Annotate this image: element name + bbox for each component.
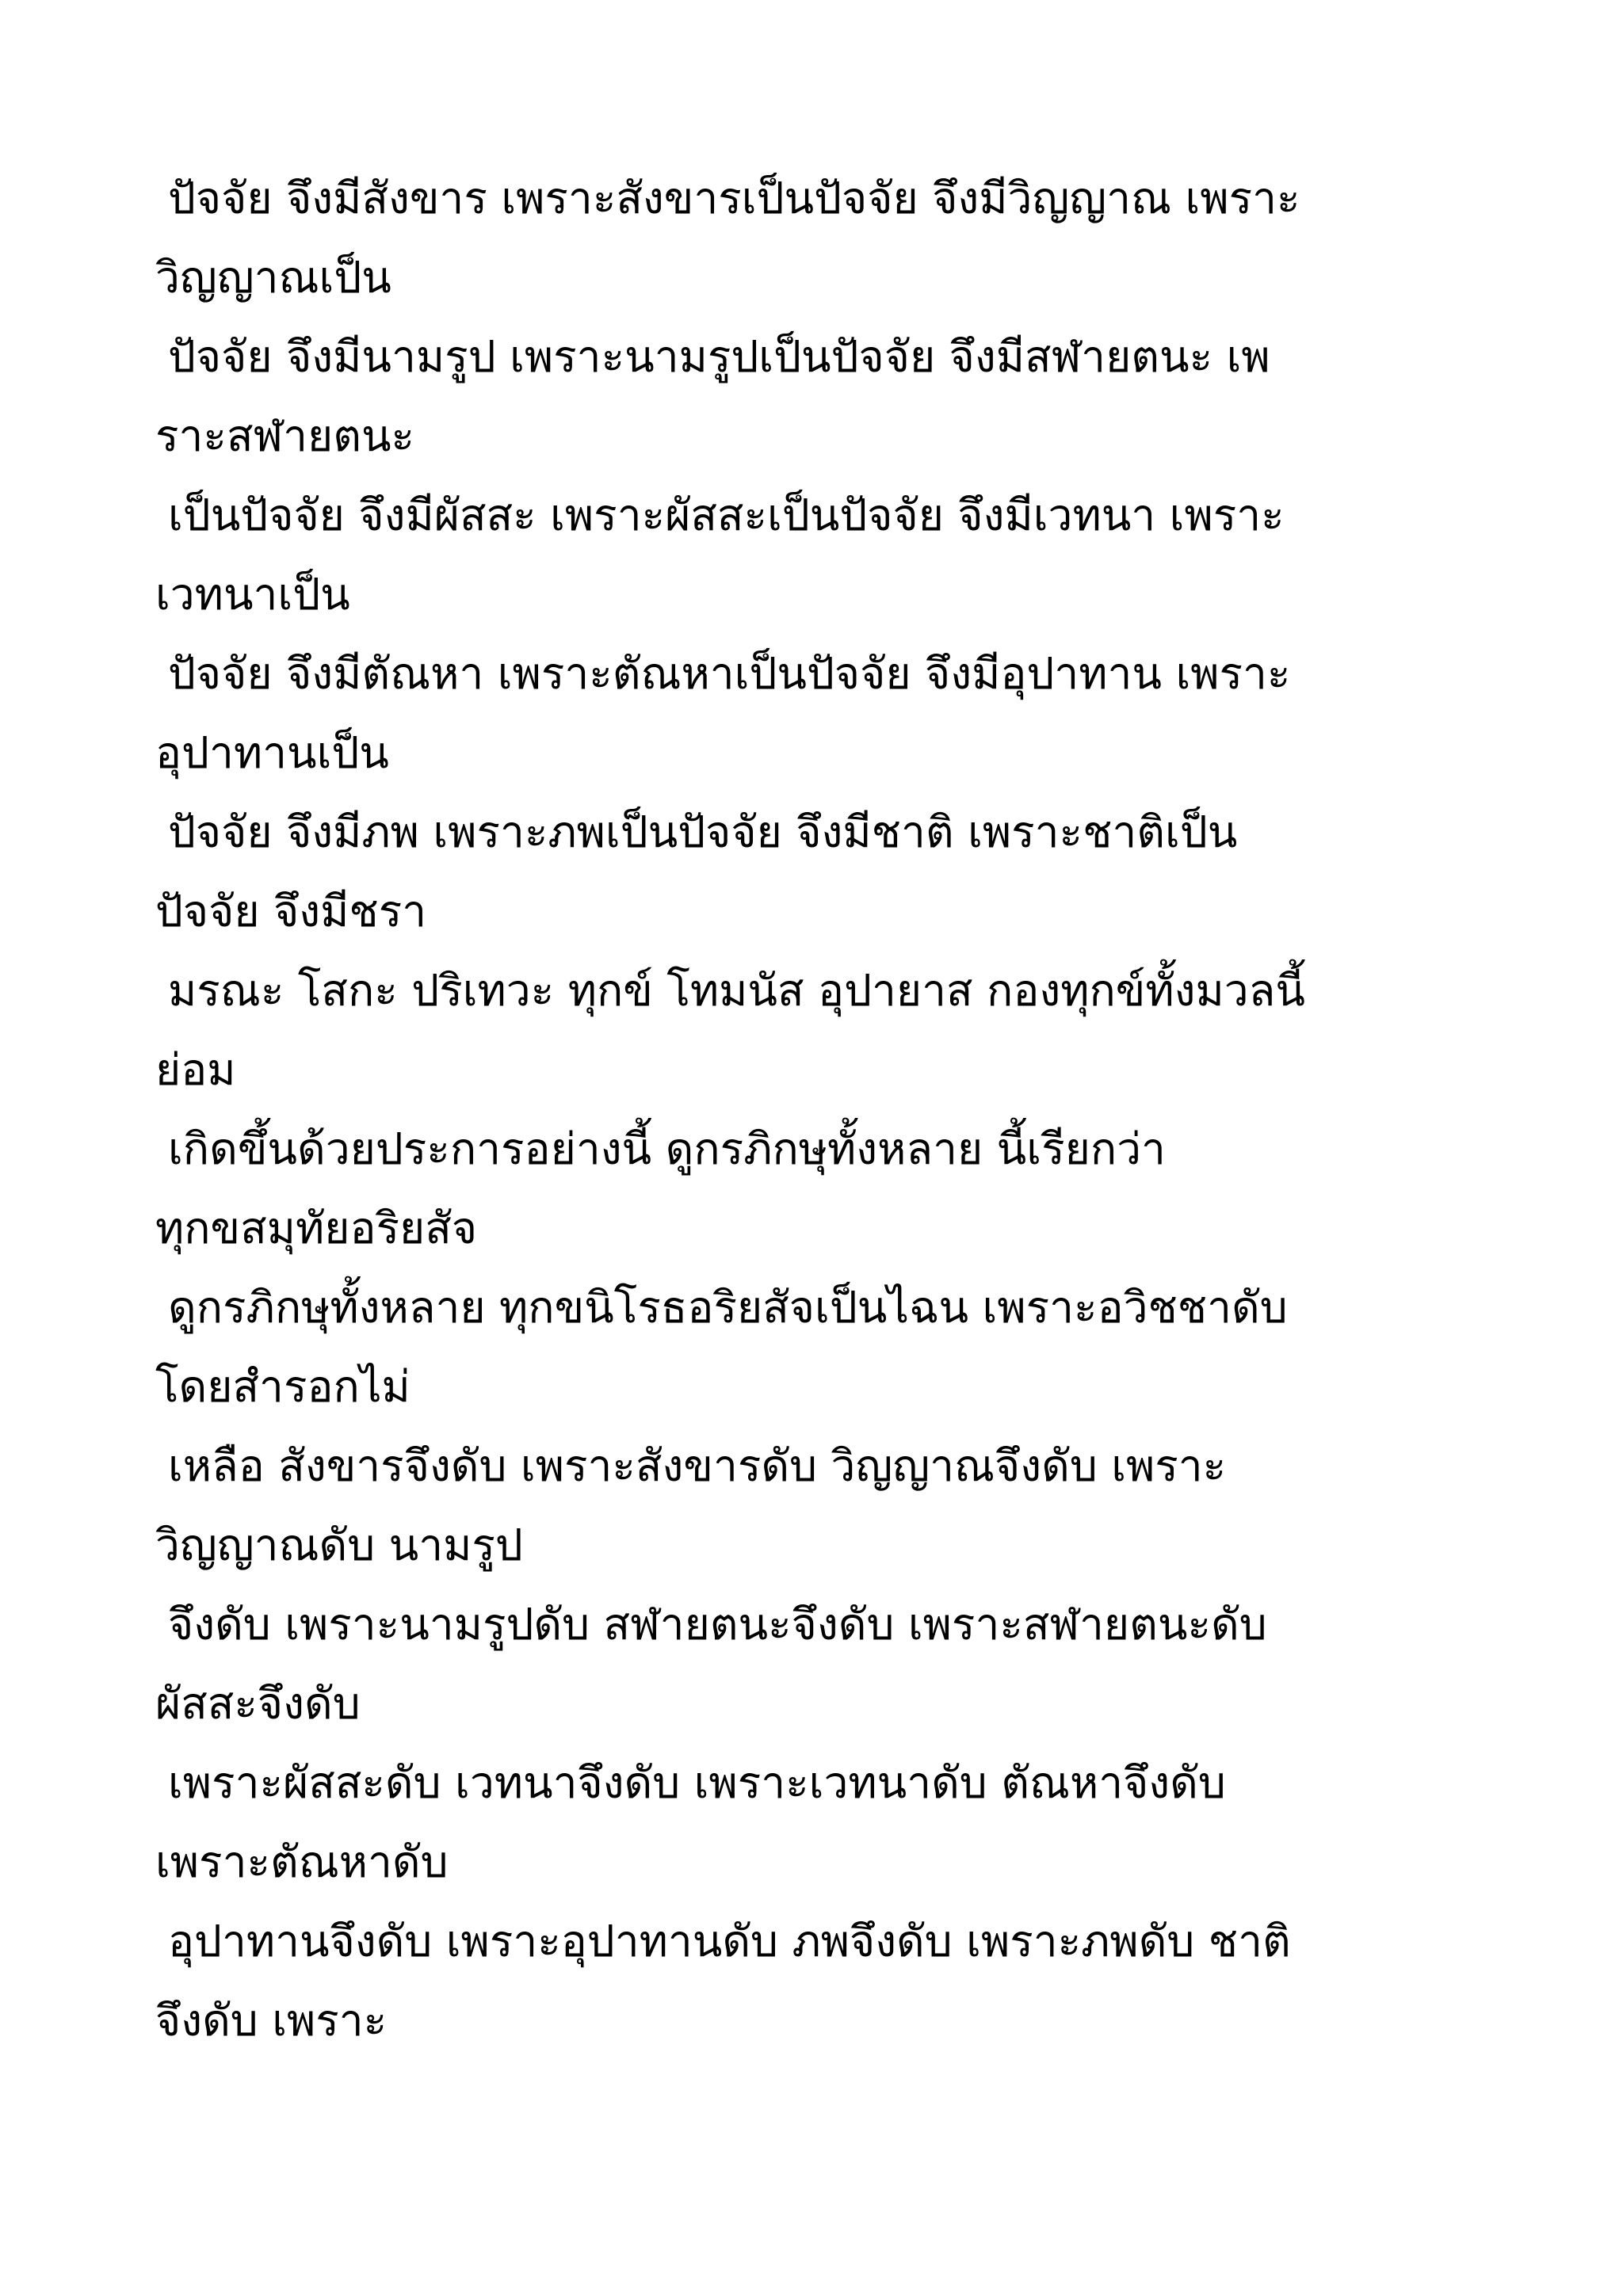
text-line: จึงดับ เพราะ	[155, 1995, 388, 2046]
text-line: อุปาทานจึงดับ เพราะอุปาทานดับ ภพจึงดับ เพราะภพดับ ชาติ	[168, 1916, 1291, 1966]
body-text	[155, 158, 1503, 2060]
text-line: ปัจจัย จึงมีชรา	[155, 886, 427, 936]
text-line: เหลือ สังขารจึงดับ เพราะสังขารดับ วิญญาณจึงดับ เพราะ	[168, 1440, 1227, 1491]
text-line: ปัจจัย จึงมีตัณหา เพราะตัณหาเป็นปัจจัย จึงมีอุปาทาน เพราะ	[168, 648, 1291, 699]
text-line: เวทนาเป็น	[155, 569, 350, 620]
text-line: วิญญาณเป็น	[155, 252, 391, 303]
text-line: เกิดขึ้นด้วยประการอย่างนี้ ดูกรภิกษุทั้งหลาย นี้เรียกว่า	[168, 1123, 1166, 1174]
text-line: จึงดับ เพราะนามรูปดับ สฬายตนะจึงดับ เพราะสฬายตนะดับ	[168, 1599, 1267, 1650]
text-line: เป็นปัจจัย จึงมีผัสสะ เพราะผัสสะเป็นปัจจัย จึงมีเวทนา เพราะ	[168, 490, 1285, 540]
text-line: ราะสฬายตนะ	[155, 410, 415, 461]
text-line: เพราะผัสสะดับ เวทนาจึงดับ เพราะเวทนาดับ ตัณหาจึงดับ	[168, 1757, 1226, 1808]
text-line: ทุกขสมุทัยอริยสัจ	[155, 1203, 478, 1253]
text-line: มรณะ โสกะ ปริเทวะ ทุกข์ โทมนัส อุปายาส กองทุกข์ทั้งมวลนี้	[168, 965, 1305, 1016]
text-line: ย่อม	[155, 1044, 236, 1095]
text-line: ปัจจัย จึงมีภพ เพราะภพเป็นปัจจัย จึงมีชาติ เพราะชาติเป็น	[168, 807, 1238, 857]
text-line: ดูกรภิกษุทั้งหลาย ทุกขนิโรธอริยสัจเป็นไฉน เพราะอวิชชาดับ	[168, 1282, 1288, 1333]
text-line: อุปาทานเป็น	[155, 727, 389, 778]
text-line: ปัจจัย จึงมีนามรูป เพราะนามรูปเป็นปัจจัย จึงมีสฬายตนะ เพ	[168, 331, 1270, 382]
text-line: เพราะตัณหาดับ	[155, 1836, 449, 1887]
text-line: วิญญาณดับ นามรูป	[155, 1520, 523, 1570]
text-line: โดยสำรอกไม่	[155, 1361, 411, 1412]
text-line: ผัสสะจึงดับ	[155, 1678, 361, 1729]
text-line: ปัจจัย จึงมีสังขาร เพราะสังขารเป็นปัจจัย จึงมีวิญญาณ เพราะ	[168, 173, 1300, 223]
